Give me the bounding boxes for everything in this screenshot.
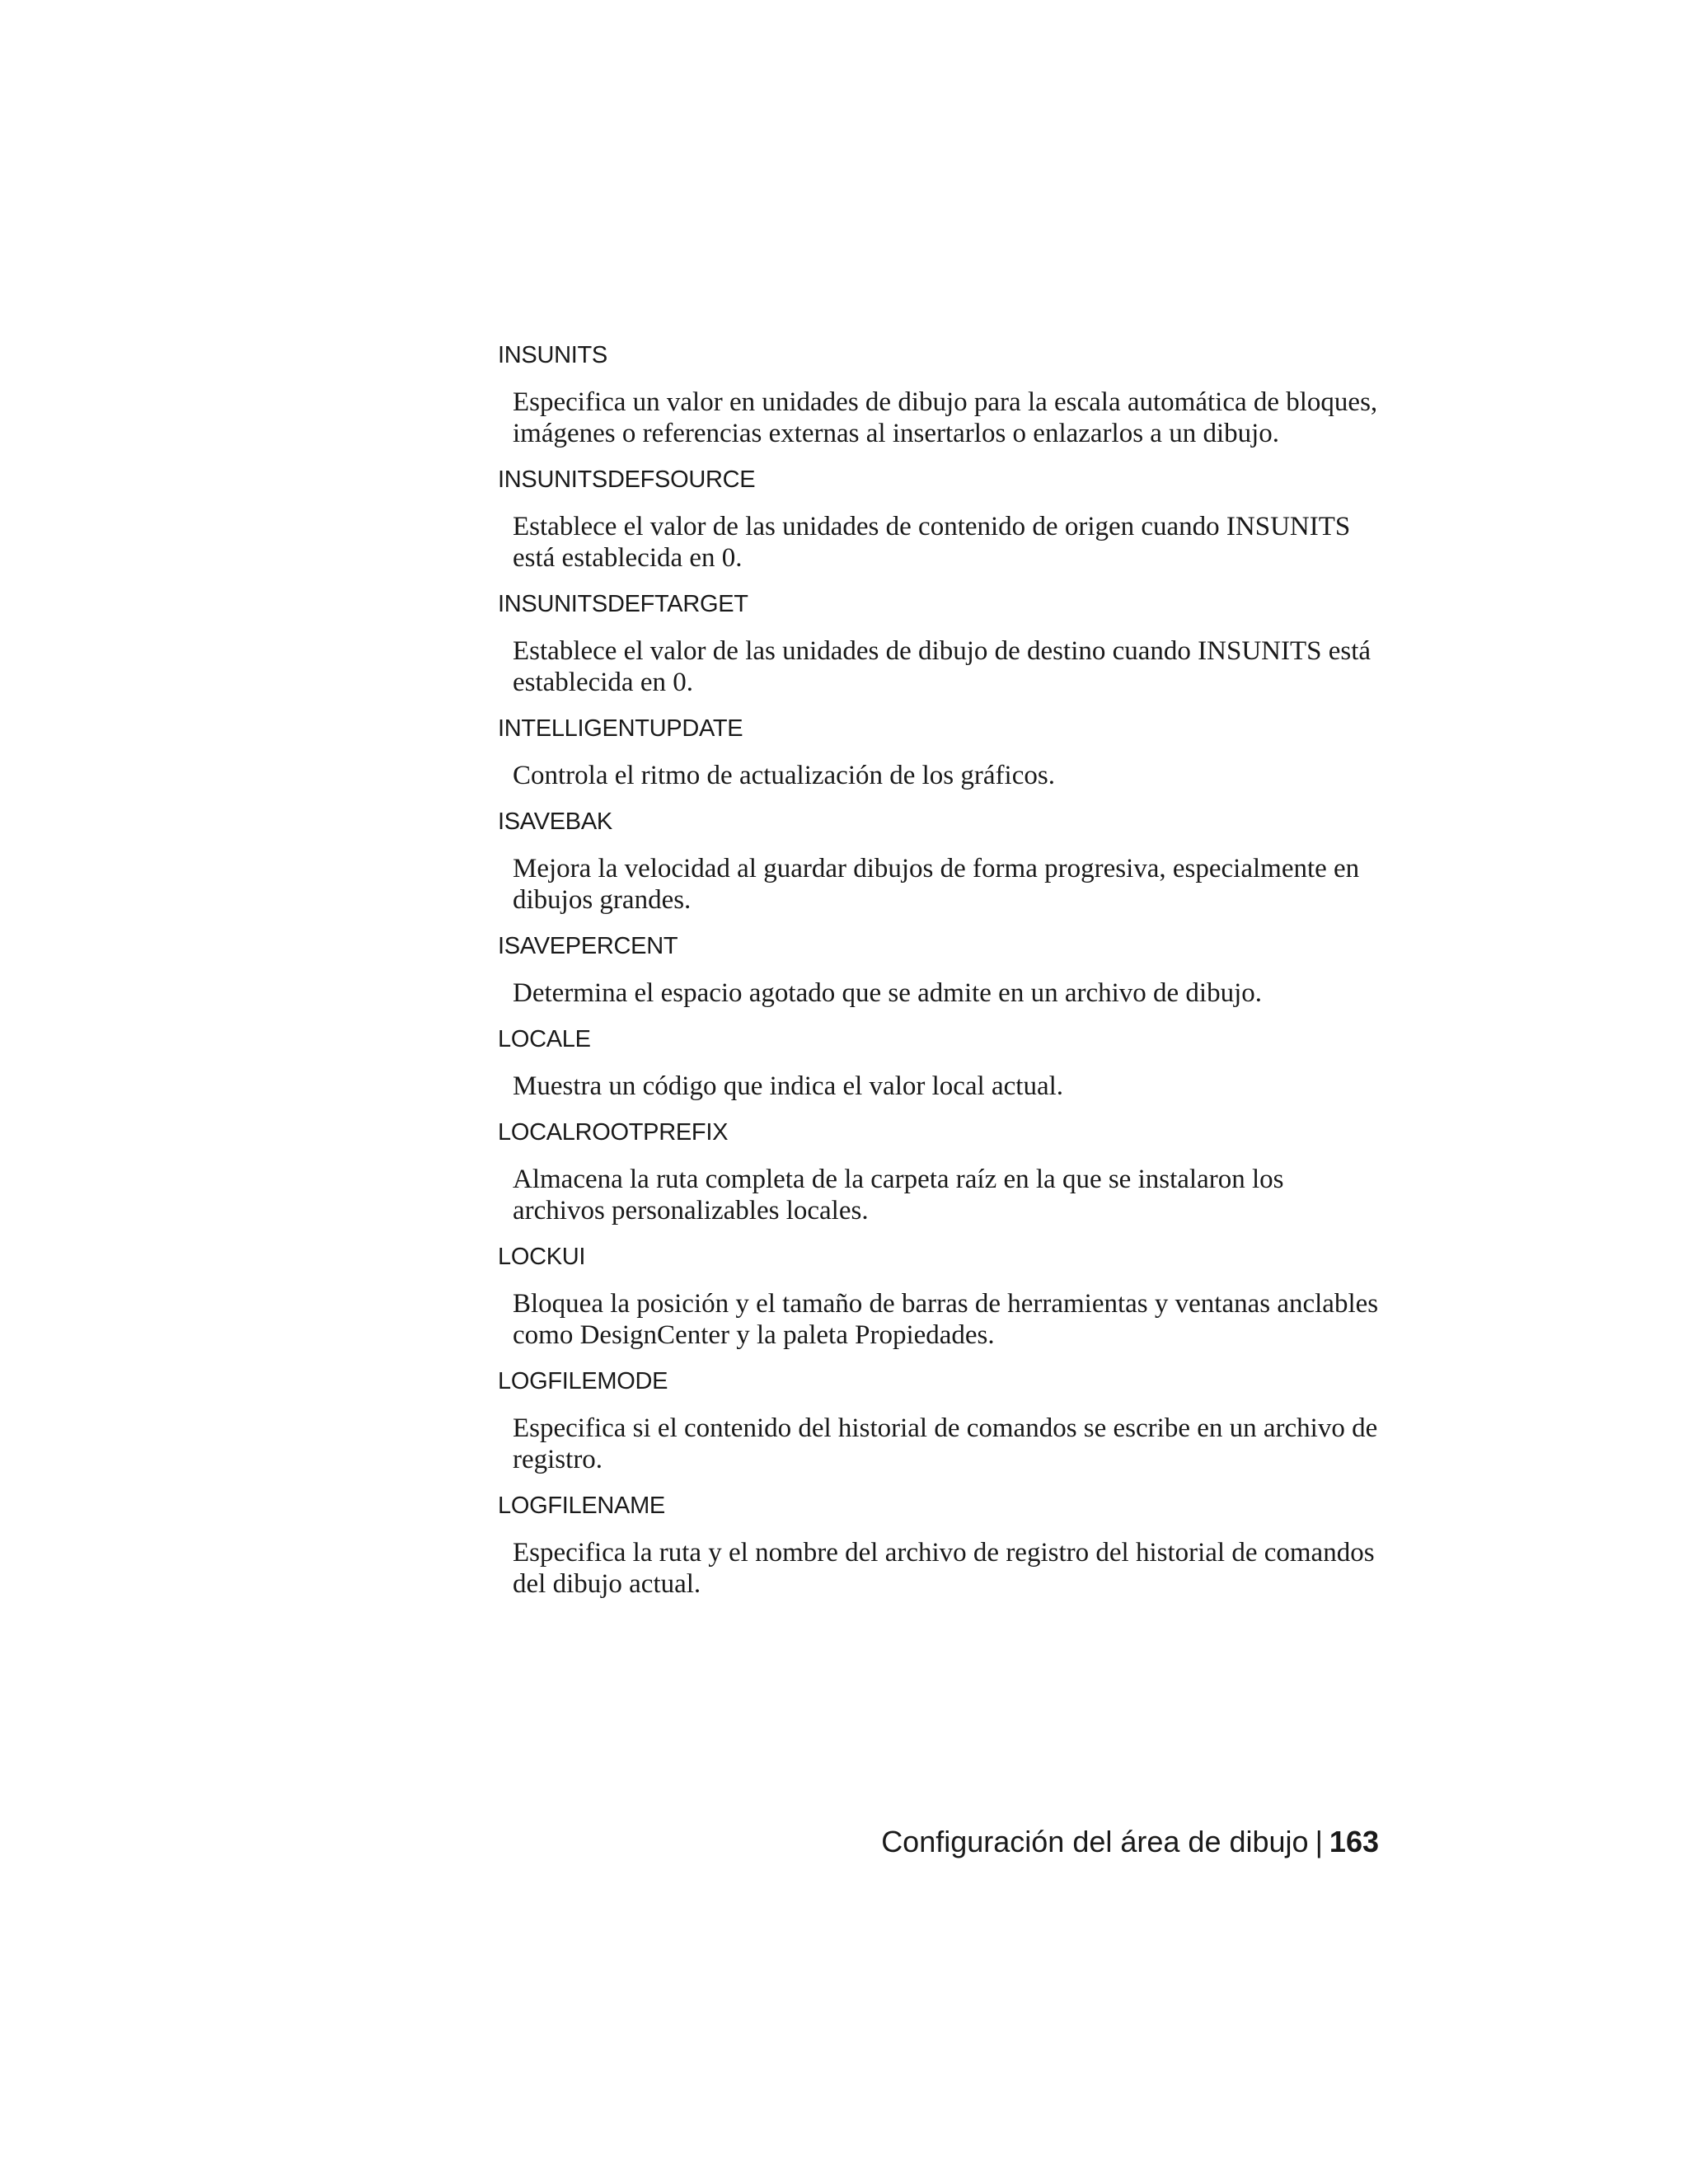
term-label: LOCALROOTPREFIX (498, 1119, 729, 1146)
entry-logfilemode (498, 1366, 1380, 1475)
term-label: ISAVEBAK (498, 808, 612, 835)
entry-insunitsdefsource (498, 464, 1380, 574)
system-variables-list (498, 340, 1380, 1615)
term-description: Muestra un código que indica el valor local actual. (513, 1071, 1064, 1101)
footer-separator: | (1315, 1825, 1323, 1858)
entry-isavebak (498, 806, 1380, 916)
entry-insunitsdeftarget (498, 588, 1380, 698)
term-label: ISAVEPERCENT (498, 933, 678, 959)
term-description: Determina el espacio agotado que se admite en un archivo de dibujo. (513, 978, 1263, 1008)
term-description: Especifica si el contenido del historial de comandos se escribe en un archivo de registro. (513, 1413, 1378, 1474)
term-description: Almacena la ruta completa de la carpeta raíz en la que se instalaron los archivos personalizables locales. (513, 1165, 1284, 1226)
term-label: LOGFILENAME (498, 1493, 665, 1519)
entry-insunits (498, 340, 1380, 449)
footer-section-title: Configuración del área de dibujo (881, 1825, 1309, 1858)
entry-logfilename (498, 1490, 1380, 1600)
term-description: Especifica la ruta y el nombre del archivo de registro del historial de comandos del dibujo actual. (513, 1538, 1375, 1599)
term-description: Controla el ritmo de actualización de los gráficos. (513, 761, 1055, 790)
term-label: INSUNITSDEFTARGET (498, 591, 748, 617)
term-description: Especifica un valor en unidades de dibujo para la escala automática de bloques, imágenes o referencias externas al insertarlos o enlazarlos a un dibujo. (513, 387, 1378, 448)
term-label: INSUNITS (498, 342, 607, 368)
term-description: Mejora la velocidad al guardar dibujos de forma progresiva, especialmente en dibujos grandes. (513, 854, 1360, 915)
entry-lockui (498, 1241, 1380, 1351)
term-description: Establece el valor de las unidades de dibujo de destino cuando INSUNITS está establecida en 0. (513, 636, 1372, 697)
term-label: INSUNITSDEFSOURCE (498, 466, 756, 493)
page-footer (881, 1824, 1379, 1860)
term-label: LOCKUI (498, 1244, 586, 1270)
term-label: INTELLIGENTUPDATE (498, 715, 743, 742)
entry-localrootprefix (498, 1117, 1380, 1226)
term-label: LOGFILEMODE (498, 1368, 668, 1394)
term-description: Bloquea la posición y el tamaño de barras de herramientas y ventanas anclables como DesignCenter y la paleta Propiedades. (513, 1289, 1379, 1350)
entry-locale (498, 1024, 1380, 1102)
page-number: 163 (1329, 1825, 1379, 1858)
term-label: LOCALE (498, 1026, 591, 1052)
entry-isavepercent (498, 930, 1380, 1009)
entry-intelligentupdate (498, 713, 1380, 791)
term-description: Establece el valor de las unidades de contenido de origen cuando INSUNITS está establecida en 0. (513, 512, 1351, 573)
